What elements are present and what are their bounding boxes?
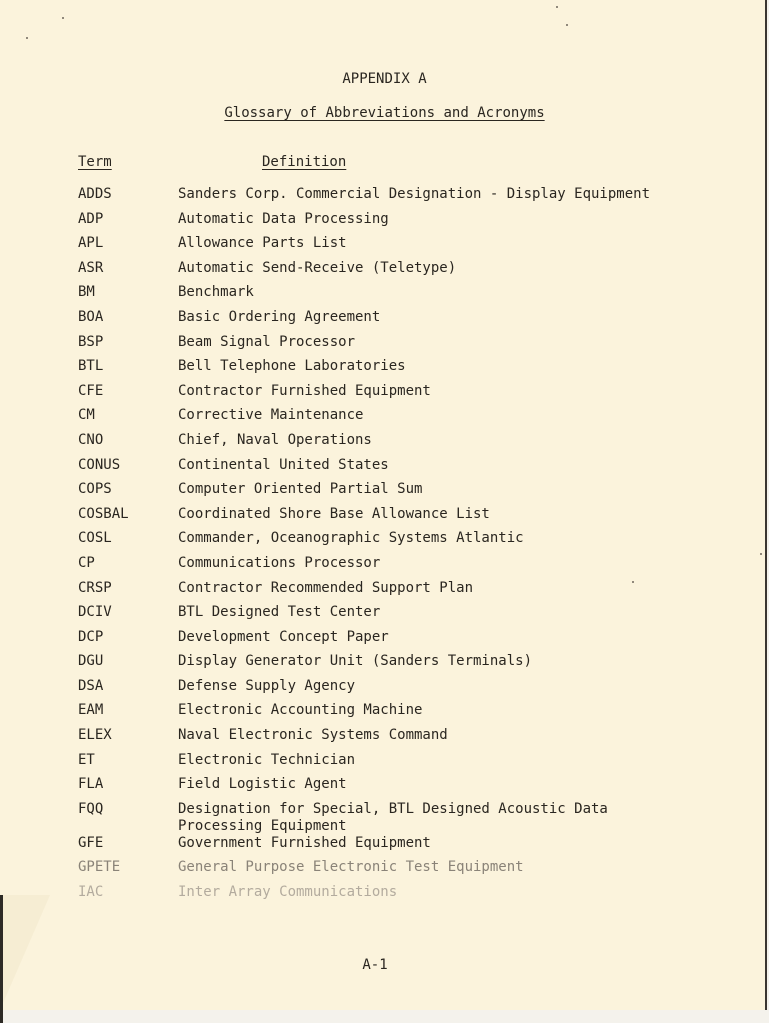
glossary-entry bbox=[78, 530, 738, 555]
glossary-entry bbox=[78, 859, 738, 884]
entry-term: COSBAL bbox=[78, 505, 129, 522]
entry-term: DCIV bbox=[78, 604, 112, 621]
entry-term: COSL bbox=[78, 530, 112, 547]
entry-definition: Allowance Parts List bbox=[178, 235, 347, 252]
entry-definition: Commander, Oceanographic Systems Atlantic bbox=[178, 530, 524, 547]
entry-term: GFE bbox=[78, 834, 104, 851]
entry-term: BM bbox=[78, 284, 95, 301]
entry-definition: Corrective Maintenance bbox=[178, 407, 364, 424]
entry-definition: Automatic Data Processing bbox=[178, 210, 389, 227]
glossary-entry bbox=[78, 235, 738, 260]
glossary-entry bbox=[78, 186, 738, 211]
glossary-subtitle bbox=[0, 105, 769, 121]
column-header-term: Term bbox=[78, 154, 112, 170]
glossary-subtitle-text: Glossary of Abbreviations and Acronyms bbox=[224, 105, 545, 121]
glossary-entry bbox=[78, 334, 738, 359]
glossary-entry bbox=[78, 835, 738, 860]
entry-term: IAC bbox=[78, 884, 104, 901]
glossary-entry bbox=[78, 604, 738, 629]
speck bbox=[566, 24, 568, 26]
entry-term: BOA bbox=[78, 308, 104, 325]
column-header-definition: Definition bbox=[262, 154, 347, 170]
glossary-entry bbox=[78, 211, 738, 236]
entry-definition: Contractor Furnished Equipment bbox=[178, 382, 431, 399]
page-number: A-1 bbox=[362, 957, 388, 973]
appendix-title: APPENDIX A bbox=[342, 71, 427, 87]
glossary-list bbox=[78, 186, 738, 909]
glossary-entry bbox=[78, 457, 738, 482]
glossary-entry bbox=[78, 653, 738, 678]
entry-definition: Display Generator Unit (Sanders Terminals) bbox=[178, 653, 533, 670]
entry-term: ADDS bbox=[78, 186, 112, 202]
entry-term: BSP bbox=[78, 333, 104, 350]
speck bbox=[556, 6, 558, 8]
entry-term: ADP bbox=[78, 210, 104, 227]
glossary-entry bbox=[78, 884, 738, 909]
entry-term: FQQ bbox=[78, 800, 104, 817]
entry-term: COPS bbox=[78, 481, 112, 498]
glossary-entry bbox=[78, 383, 738, 408]
entry-definition: Basic Ordering Agreement bbox=[178, 308, 381, 325]
glossary-entry bbox=[78, 752, 738, 777]
entry-definition: Automatic Send-Receive (Teletype) bbox=[178, 259, 457, 276]
entry-definition: Benchmark bbox=[178, 284, 254, 301]
entry-definition: Contractor Recommended Support Plan bbox=[178, 579, 474, 596]
entry-definition: Government Furnished Equipment bbox=[178, 834, 431, 851]
entry-definition: Continental United States bbox=[178, 456, 389, 473]
entry-definition: Electronic Technician bbox=[178, 751, 356, 768]
entry-definition: Inter Array Communications bbox=[178, 884, 398, 901]
glossary-entry bbox=[78, 358, 738, 383]
glossary-entry bbox=[78, 580, 738, 605]
entry-term: CM bbox=[78, 407, 95, 424]
glossary-entry bbox=[78, 309, 738, 334]
speck bbox=[62, 17, 64, 19]
entry-term: DCP bbox=[78, 628, 104, 645]
entry-definition: Coordinated Shore Base Allowance List bbox=[178, 505, 490, 522]
glossary-entry bbox=[78, 481, 738, 506]
entry-definition: Chief, Naval Operations bbox=[178, 431, 372, 448]
entry-term: CNO bbox=[78, 431, 104, 448]
page-edge-shadow bbox=[0, 895, 3, 1023]
entry-term: FLA bbox=[78, 776, 104, 793]
entry-term: CFE bbox=[78, 382, 104, 399]
entry-term: DSA bbox=[78, 677, 104, 694]
entry-term: ELEX bbox=[78, 727, 112, 744]
entry-term: APL bbox=[78, 235, 104, 252]
glossary-entry bbox=[78, 702, 738, 727]
entry-term: CP bbox=[78, 554, 95, 571]
glossary-entry bbox=[78, 284, 738, 309]
entry-term: BTL bbox=[78, 358, 104, 375]
entry-term: ASR bbox=[78, 259, 104, 276]
glossary-entry bbox=[78, 432, 738, 457]
entry-term: DGU bbox=[78, 653, 104, 670]
entry-definition: Bell Telephone Laboratories bbox=[178, 358, 406, 375]
entry-term: CRSP bbox=[78, 579, 112, 596]
glossary-entry bbox=[78, 260, 738, 285]
entry-term: ET bbox=[78, 751, 95, 768]
entry-definition: Development Concept Paper bbox=[178, 628, 389, 645]
glossary-entry bbox=[78, 407, 738, 432]
entry-term: GPETE bbox=[78, 859, 121, 876]
glossary-entry bbox=[78, 678, 738, 703]
entry-definition: Computer Oriented Partial Sum bbox=[178, 481, 423, 498]
folded-corner bbox=[0, 895, 50, 1010]
glossary-entry bbox=[78, 629, 738, 654]
glossary-entry bbox=[78, 727, 738, 752]
entry-term: CONUS bbox=[78, 456, 121, 473]
speck bbox=[760, 553, 762, 555]
speck bbox=[26, 37, 28, 39]
entry-definition: Electronic Accounting Machine bbox=[178, 702, 423, 719]
entry-definition: Sanders Corp. Commercial Designation - Display Equipment bbox=[178, 186, 651, 202]
entry-definition: General Purpose Electronic Test Equipment bbox=[178, 859, 524, 876]
glossary-entry bbox=[78, 801, 738, 835]
entry-definition: BTL Designed Test Center bbox=[178, 604, 381, 621]
entry-definition: Beam Signal Processor bbox=[178, 333, 356, 350]
entry-term: EAM bbox=[78, 702, 104, 719]
glossary-entry bbox=[78, 506, 738, 531]
glossary-entry bbox=[78, 555, 738, 580]
glossary-entry bbox=[78, 776, 738, 801]
entry-definition: Naval Electronic Systems Command bbox=[178, 727, 448, 744]
entry-definition: Communications Processor bbox=[178, 554, 381, 571]
entry-definition: Field Logistic Agent bbox=[178, 776, 347, 793]
entry-definition: Designation for Special, BTL Designed Acoustic Data Processing Equipment bbox=[178, 800, 608, 834]
entry-definition: Defense Supply Agency bbox=[178, 677, 356, 694]
